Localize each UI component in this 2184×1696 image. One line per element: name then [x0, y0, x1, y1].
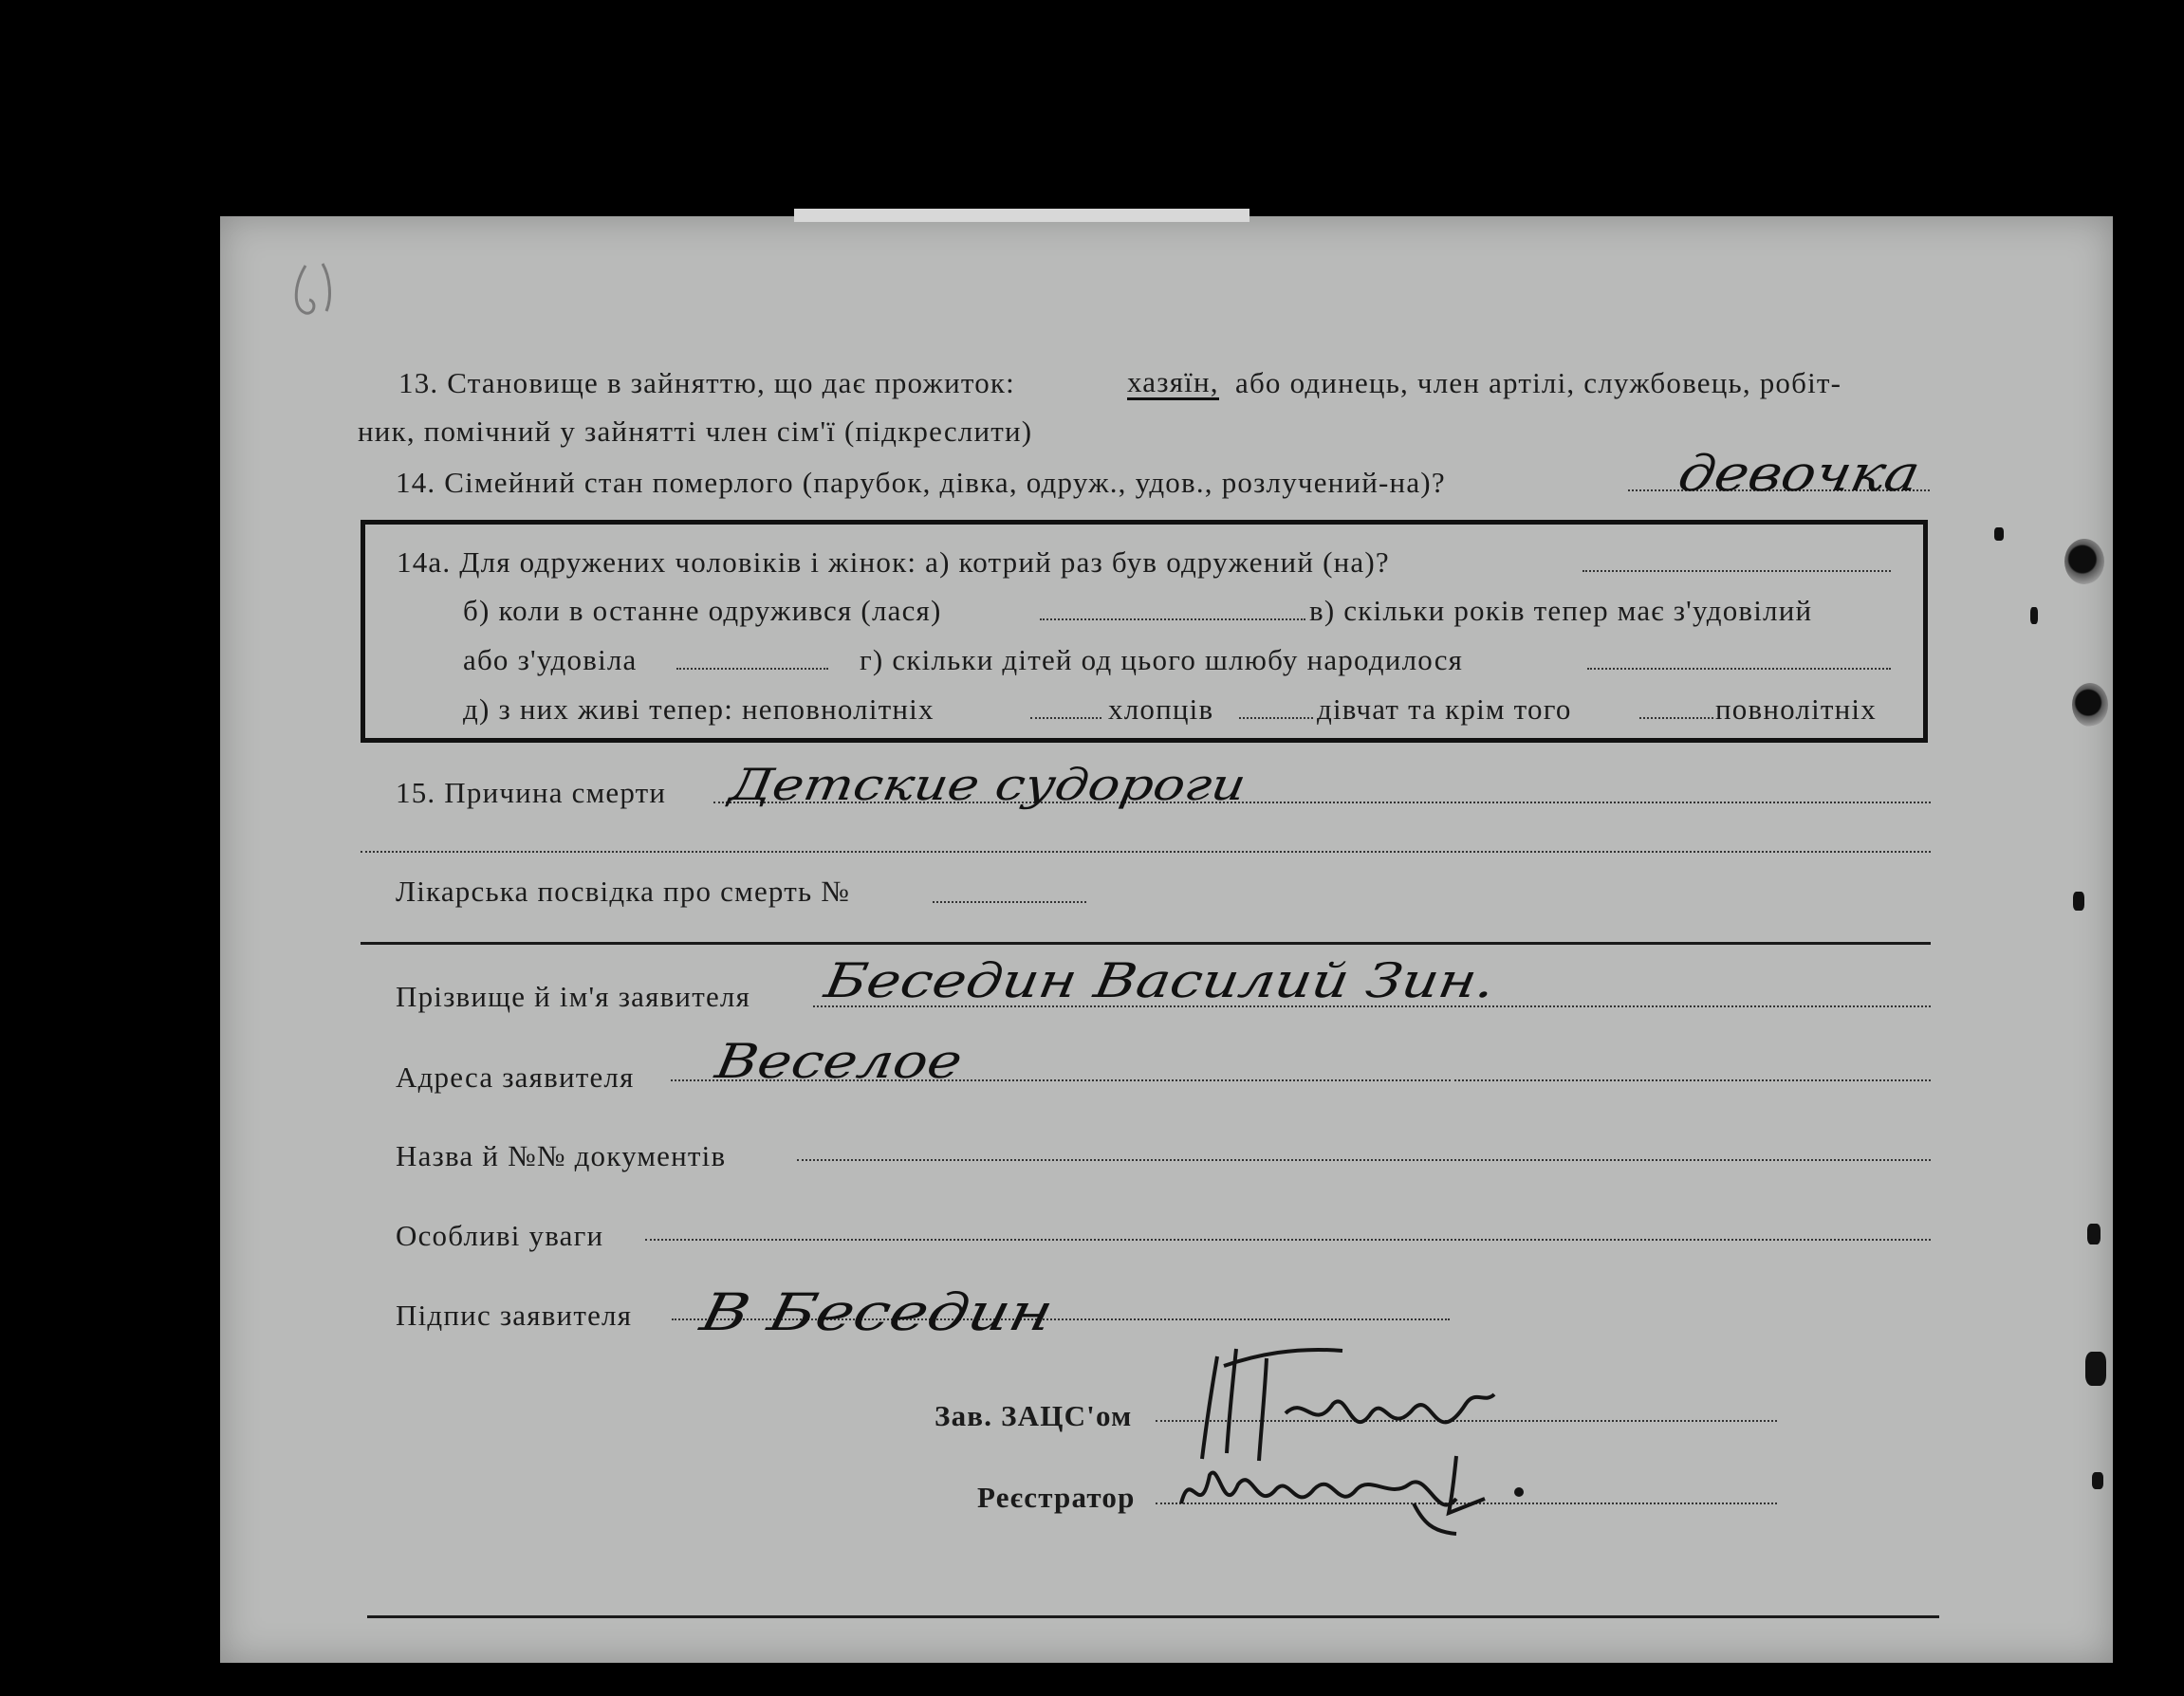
item14a-line2-a: б) коли в останне одружився (лася): [463, 594, 942, 627]
item13-line1-part2: або одинець, член артілі, службовець, робіт-: [1235, 366, 1842, 399]
applicant-name-label: Прізвище й ім'я заявителя: [396, 980, 751, 1013]
item13-line1-part1: 13. Становище в зайняттю, що дає прожиток:: [398, 366, 1015, 399]
remarks-label: Особливі уваги: [396, 1219, 604, 1252]
item14a-line4-c: дівчат та крім того: [1317, 692, 1572, 726]
ink-speck: [1994, 527, 2004, 541]
item14a-line4-fill-c: [1639, 717, 1713, 719]
punch-hole-middle: [2072, 683, 2108, 727]
punch-hole-top: [2064, 539, 2104, 584]
documents-fill: [797, 1159, 1931, 1161]
signature-label: Підпис заявителя: [396, 1299, 633, 1332]
ink-speck: [2087, 1224, 2101, 1244]
item14a-line4-fill-a: [1030, 717, 1101, 719]
applicant-address-handwritten: Веселое: [712, 1034, 967, 1089]
item14a-line3-a: або з'удовіла: [463, 643, 638, 676]
item15-fill-line-2: [361, 851, 1931, 853]
item13-underlined-owner: хазяїн,: [1127, 365, 1219, 398]
item15-handwritten-cause: Детские судороги: [726, 759, 1250, 810]
ink-speck: [2073, 892, 2084, 911]
item14a-line3-b: г) скільки дітей од цього шлюбу народилося: [860, 643, 1464, 676]
item14a-line4-d: повнолітніх: [1715, 692, 1877, 726]
registrar-signature-scribble: [1172, 1447, 1532, 1541]
medical-certificate-label: Лікарська посвідка про смерть №: [396, 875, 851, 908]
item14a-line2-fill: [1040, 618, 1305, 620]
documents-label: Назва й №№ документів: [396, 1139, 727, 1172]
applicant-name-handwritten: Беседин Василий Зин.: [821, 953, 1500, 1008]
applicant-address-label: Адреса заявителя: [396, 1060, 635, 1094]
head-of-registry-label: Зав. ЗАЦС'ом: [935, 1399, 1133, 1432]
ink-speck: [2085, 1352, 2106, 1386]
applicant-signature-handwritten: В Беседин: [695, 1282, 1060, 1342]
margin-pencil-mark: [285, 256, 361, 332]
medical-certificate-fill: [933, 901, 1086, 903]
item14a-line4-fill-b: [1239, 717, 1313, 719]
item14a-line3-fill-a: [676, 668, 828, 670]
item14-label: 14. Сімейний стан померлого (парубок, дівка, одруж., удов., розлучений-на)?: [396, 466, 1446, 499]
registrar-label: Реєстратор: [977, 1481, 1136, 1514]
item14a-line3-fill-b: [1587, 668, 1891, 670]
ink-speck: [2030, 607, 2038, 624]
section-divider: [361, 942, 1931, 945]
paper-edge-strip: [794, 209, 1249, 222]
ink-speck: [2092, 1472, 2103, 1489]
applicant-address-fill-b: [1454, 1079, 1931, 1081]
item14a-line2-b: в) скільки років тепер має з'удовілий: [1309, 594, 1813, 627]
item14a-line4-a: д) з них живі тепер: неповнолітніх: [463, 692, 935, 726]
item14a-line4-b: хлопців: [1108, 692, 1214, 726]
item15-label: 15. Причина смерти: [396, 776, 667, 809]
item13-line2: ник, помічний у зайнятті член сім'ї (підкреслити): [358, 415, 1033, 448]
item14-handwritten-value: девочка: [1673, 446, 1925, 503]
remarks-fill: [645, 1239, 1931, 1241]
item14a-line1-fill: [1582, 570, 1891, 572]
bottom-rule: [367, 1615, 1939, 1618]
item14a-line1: 14а. Для одружених чоловіків і жінок: а) котрий раз був одружений (на)?: [397, 545, 1390, 579]
